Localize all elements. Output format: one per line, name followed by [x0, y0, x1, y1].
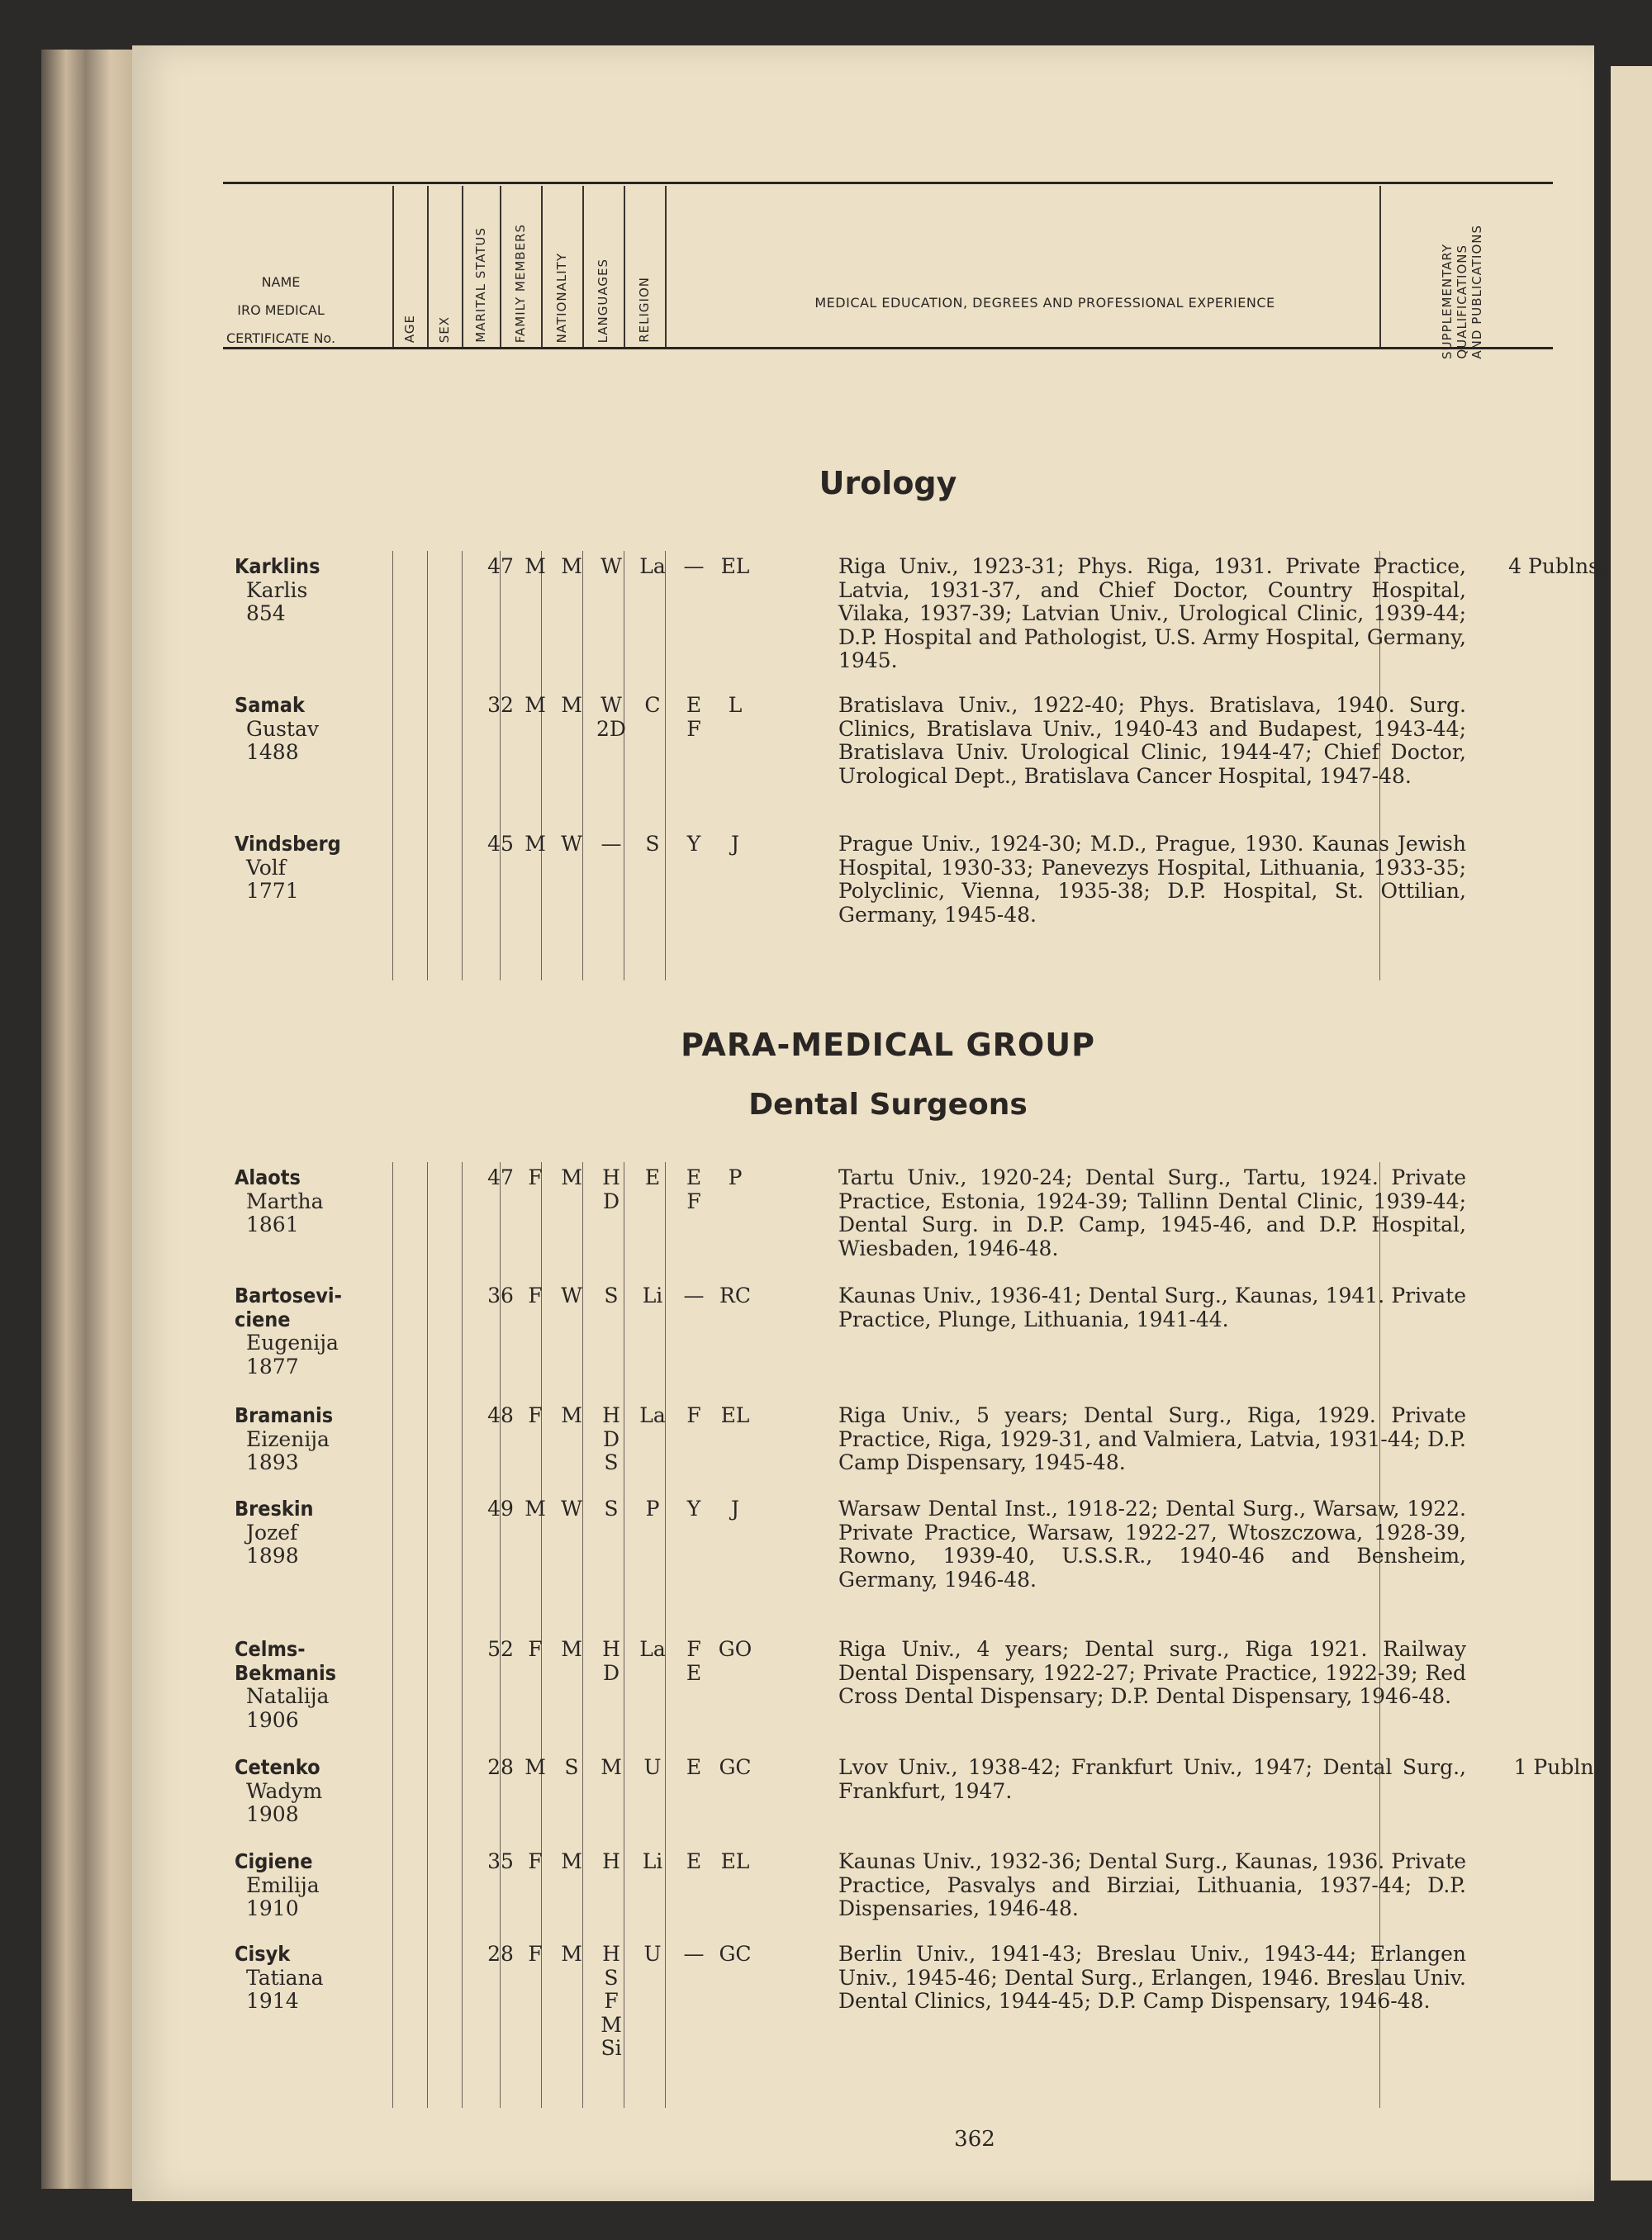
age-cell: 49 — [487, 1497, 514, 1521]
family-members-cell-line: H — [602, 1849, 620, 1873]
sex-cell: F — [528, 1284, 543, 1307]
name-cell — [223, 555, 358, 626]
nationality-cell: P — [645, 1497, 660, 1521]
medical-experience-text: Lvov Univ., 1938-42; Frankfurt Univ., 1947; Dental Surg., Frankfurt, 1947. — [838, 1755, 1466, 1803]
languages-cell-line: E — [686, 1660, 702, 1685]
nationality-cell: La — [639, 1637, 666, 1661]
certificate-number: 1877 — [246, 1354, 299, 1379]
marital-status-cell: M — [561, 1165, 582, 1189]
header-name: NAME IRO MEDICAL CERTIFICATE No. — [225, 274, 336, 346]
sex-cell: F — [528, 1165, 543, 1189]
book-page — [132, 45, 1606, 2201]
marital-status-cell: S — [564, 1755, 579, 1779]
age-cell: 36 — [487, 1284, 514, 1307]
certificate-number: 1906 — [246, 1707, 299, 1732]
name-cell — [223, 1166, 358, 1237]
languages-cell-line: E — [686, 693, 702, 717]
family-members-cell-line: H — [602, 1403, 620, 1427]
languages-cell-line: E — [686, 1755, 702, 1779]
family-members-cell-line: S — [604, 1965, 619, 1990]
section-title-urology: Urology — [819, 465, 957, 501]
religion-cell: GO — [718, 1637, 752, 1661]
languages-cell-line: Y — [686, 832, 701, 856]
given-name: Gustav — [246, 716, 319, 741]
languages-cell-line: — — [683, 1942, 705, 1966]
languages-cell — [673, 833, 714, 857]
age-cell: 52 — [487, 1637, 514, 1661]
name-cell — [223, 694, 358, 765]
surname: Cetenko — [235, 1755, 320, 1779]
medical-experience-text: Tartu Univ., 1920-24; Dental Surg., Tartu, 1924. Private Practice, Estonia, 1924-39; Tallinn Dental Clinic, 1939-44; Dental Surg. in D.P. Camp, 1945-46, and D.P. Hospital, Wiesbaden, 1946-48. — [838, 1165, 1466, 1260]
family-members-cell-line: 2D — [596, 716, 626, 741]
name-cell — [223, 1850, 358, 1921]
languages-cell — [673, 1850, 714, 1874]
family-members-cell — [591, 1404, 632, 1475]
family-members-cell-line: W — [601, 554, 622, 578]
header-family-members: FAMILY MEMBERS — [513, 223, 528, 343]
nationality-cell: C — [644, 693, 661, 717]
given-name: Jozef — [246, 1520, 298, 1545]
languages-cell-line: E — [686, 1849, 702, 1873]
section-title-paramedical: PARA-MEDICAL GROUP — [681, 1027, 1095, 1063]
nationality-cell: Li — [642, 1284, 663, 1307]
medical-experience-text: Bratislava Univ., 1922-40; Phys. Bratislava, 1940. Surg. Clinics, Bratislava Univ., 1940-43 and Budapest, 1943-44; Bratislava Univ. Urological Clinic, 1944-47; Chief Doctor, Urological Dept., Bratislava Cancer Hospital, 1947-48. — [838, 693, 1466, 788]
page-number: 362 — [954, 2127, 995, 2152]
nationality-cell: Li — [642, 1849, 663, 1873]
header-marital-status: MARITAL STATUS — [473, 227, 488, 343]
given-name: Martha — [246, 1189, 324, 1213]
marital-status-cell: M — [561, 1849, 582, 1873]
medical-experience-text: Warsaw Dental Inst., 1918-22; Dental Surg., Warsaw, 1922. Private Practice, Warsaw, 1922-27, Wtoszczowa, 1928-39, Rowno, 1939-40, U.S.S.R., 1940-46 and Bensheim, Germany, 1946-48. — [838, 1497, 1466, 1592]
languages-cell — [673, 1284, 714, 1308]
sex-cell: F — [528, 1403, 543, 1427]
religion-cell: J — [730, 1497, 740, 1521]
family-members-cell-line: H — [602, 1165, 620, 1189]
religion-cell: EL — [720, 554, 750, 578]
medical-experience-text: Riga Univ., 4 years; Dental surg., Riga 1921. Railway Dental Dispensary, 1922-27; Private Practice, 1922-39; Red Cross Dental Dispensary; D.P. Dental Dispensary, 1946-48. — [838, 1637, 1466, 1708]
languages-cell-line: F — [686, 1189, 701, 1213]
marital-status-cell: M — [561, 1637, 582, 1661]
languages-cell-line: — — [683, 554, 705, 578]
family-members-cell-line: M — [601, 1755, 622, 1779]
header-sex: SEX — [437, 316, 452, 343]
family-members-cell-line: S — [604, 1284, 619, 1307]
age-cell: 47 — [487, 554, 514, 578]
nationality-cell: La — [639, 554, 666, 578]
surname: Cigiene — [235, 1849, 313, 1873]
surname: Bramanis — [235, 1403, 334, 1427]
religion-cell: L — [728, 693, 743, 717]
sex-cell: M — [525, 832, 546, 856]
supplementary-text: 4 Publns. — [1508, 554, 1606, 578]
languages-cell-line: F — [686, 1403, 701, 1427]
nationality-cell: E — [644, 1165, 661, 1189]
section-title-dental: Dental Surgeons — [748, 1088, 1028, 1122]
languages-cell-line: E — [686, 1165, 702, 1189]
family-members-cell — [591, 1638, 632, 1685]
age-cell: 28 — [487, 1755, 514, 1779]
given-name: Natalija — [246, 1684, 330, 1708]
facing-page-edge — [1611, 66, 1652, 2181]
family-members-cell — [591, 1166, 632, 1213]
supplementary-text: 1 Publn. — [1513, 1755, 1601, 1779]
family-members-cell — [591, 1497, 632, 1521]
medical-experience-text: Kaunas Univ., 1932-36; Dental Surg., Kaunas, 1936. Private Practice, Pasvalys and Birziai, Lithuania, 1937-44; D.P. Dispensaries, 1946-48. — [838, 1849, 1466, 1920]
languages-cell — [673, 1756, 714, 1780]
header-supplementary: SUPPLEMENTARY QUALIFICATIONS AND PUBLICATIONS — [1440, 225, 1484, 359]
age-cell: 48 — [487, 1403, 514, 1427]
medical-experience-text: Prague Univ., 1924-30; M.D., Prague, 1930. Kaunas Jewish Hospital, 1930-33; Panevezys Hospital, Lithuania, 1933-35; Polyclinic, Vienna, 1935-38; D.P. Hospital, St. Ottilian, Germany, 1945-48. — [838, 832, 1466, 927]
given-name: Karlis — [246, 577, 308, 602]
religion-cell: GC — [719, 1755, 752, 1779]
certificate-number: 1898 — [246, 1544, 299, 1568]
family-members-cell-line: D — [602, 1426, 620, 1451]
marital-status-cell: M — [561, 1403, 582, 1427]
family-members-cell — [591, 833, 632, 857]
given-name: Tatiana — [246, 1965, 324, 1990]
languages-cell — [673, 1166, 714, 1213]
header-religion: RELIGION — [637, 277, 652, 343]
header-age: AGE — [402, 314, 417, 343]
family-members-cell-line: M — [601, 2012, 622, 2037]
family-members-cell-line: D — [602, 1189, 620, 1213]
religion-cell: GC — [719, 1942, 752, 1966]
languages-cell — [673, 1497, 714, 1521]
certificate-number: 1908 — [246, 1802, 299, 1826]
certificate-number: 1861 — [246, 1213, 299, 1236]
header-nationality: NATIONALITY — [554, 252, 569, 343]
family-members-cell — [591, 1850, 632, 1874]
header-languages: LANGUAGES — [596, 258, 610, 343]
family-members-cell-line: W — [601, 693, 622, 717]
surname: Samak — [235, 693, 305, 717]
name-cell — [223, 1497, 358, 1568]
family-members-cell-line: Si — [601, 2036, 622, 2060]
religion-cell: P — [728, 1165, 743, 1189]
family-members-cell — [591, 1756, 632, 1780]
medical-experience-text: Berlin Univ., 1941-43; Breslau Univ., 1943-44; Erlangen Univ., 1945-46; Dental Surg., Erlangen, 1946. Breslau Univ. Dental Clinics, 1944-45; D.P. Camp Dispensary, 1946-48. — [838, 1942, 1466, 2013]
languages-cell-line: F — [686, 1637, 701, 1661]
family-members-cell-line: H — [602, 1942, 620, 1966]
sex-cell: M — [525, 554, 546, 578]
name-cell — [223, 1943, 358, 2014]
surname: Alaots — [235, 1165, 301, 1189]
family-members-cell-line: H — [602, 1637, 620, 1661]
marital-status-cell: M — [561, 554, 582, 578]
surname: Cisyk — [235, 1942, 291, 1966]
languages-cell-line: — — [683, 1284, 705, 1307]
languages-cell — [673, 1943, 714, 1967]
family-members-cell-line: F — [604, 1989, 619, 2013]
surname: Karklins — [235, 554, 320, 578]
medical-experience-text: Riga Univ., 5 years; Dental Surg., Riga, 1929. Private Practice, Riga, 1929-31, and Valmiera, Latvia, 1931-44; D.P. Camp Dispensary, 1945-48. — [838, 1403, 1466, 1474]
book-spine — [41, 50, 140, 2189]
family-members-cell — [591, 694, 632, 741]
marital-status-cell: M — [561, 1942, 582, 1966]
nationality-cell: U — [643, 1755, 662, 1779]
certificate-number: 1910 — [246, 1896, 299, 1920]
nationality-cell: U — [643, 1942, 662, 1966]
religion-cell: RC — [719, 1284, 751, 1307]
marital-status-cell: W — [561, 1284, 582, 1307]
languages-cell — [673, 555, 714, 579]
family-members-cell-line: D — [602, 1660, 620, 1685]
family-members-cell — [591, 1943, 632, 2061]
marital-status-cell: W — [561, 1497, 582, 1521]
given-name: Wadym — [246, 1778, 323, 1803]
given-name: Emilija — [246, 1872, 320, 1897]
nationality-cell: S — [645, 832, 660, 856]
medical-experience-text: Kaunas Univ., 1936-41; Dental Surg., Kaunas, 1941. Private Practice, Plunge, Lithuania, 1941-44. — [838, 1284, 1466, 1331]
surname: Bartosevi-ciene — [235, 1284, 342, 1331]
certificate-number: 1893 — [246, 1450, 299, 1474]
religion-cell: J — [730, 832, 740, 856]
languages-cell-line: Y — [686, 1497, 701, 1521]
sex-cell: M — [525, 1497, 546, 1521]
name-cell — [223, 1756, 358, 1827]
religion-cell: EL — [720, 1849, 750, 1873]
surname: Celms-Bekmanis — [235, 1637, 337, 1685]
certificate-number: 854 — [246, 601, 286, 625]
age-cell: 47 — [487, 1165, 514, 1189]
age-cell: 28 — [487, 1942, 514, 1966]
certificate-number: 1914 — [246, 1989, 299, 2013]
sex-cell: F — [528, 1849, 543, 1873]
age-cell: 45 — [487, 832, 514, 856]
given-name: Eizenija — [246, 1426, 330, 1451]
nationality-cell: La — [639, 1403, 666, 1427]
name-cell — [223, 1638, 358, 1732]
family-members-cell — [591, 555, 632, 579]
languages-cell — [673, 1638, 714, 1685]
medical-experience-text: Riga Univ., 1923-31; Phys. Riga, 1931. Private Practice, Latvia, 1931-37, and Chief Doctor, Country Hospital, Vilaka, 1937-39; Latvian Univ., Urological Clinic, 1939-44; D.P. Hospital and Pathologist, U.S. Army Hospital, Germany, 1945. — [838, 554, 1466, 672]
given-name: Eugenija — [246, 1331, 339, 1355]
surname: Vindsberg — [235, 832, 341, 856]
languages-cell — [673, 1404, 714, 1428]
age-cell: 35 — [487, 1849, 514, 1873]
certificate-number: 1771 — [246, 879, 299, 903]
name-cell — [223, 1284, 358, 1379]
age-cell: 32 — [487, 693, 514, 717]
given-name: Volf — [246, 855, 287, 880]
surname: Breskin — [235, 1497, 314, 1521]
languages-cell-line: F — [686, 716, 701, 741]
name-cell — [223, 833, 358, 904]
religion-cell: EL — [720, 1403, 750, 1427]
family-members-cell — [591, 1284, 632, 1308]
languages-cell — [673, 694, 714, 741]
sex-cell: F — [528, 1637, 543, 1661]
marital-status-cell: W — [561, 832, 582, 856]
certificate-number: 1488 — [246, 740, 299, 764]
family-members-cell-line: S — [604, 1450, 619, 1474]
header-medical: MEDICAL EDUCATION, DEGREES AND PROFESSIONAL EXPERIENCE — [814, 295, 1275, 311]
family-members-cell-line: S — [604, 1497, 619, 1521]
name-cell — [223, 1404, 358, 1475]
sex-cell: M — [525, 1755, 546, 1779]
sex-cell: F — [528, 1942, 543, 1966]
marital-status-cell: M — [561, 693, 582, 717]
sex-cell: M — [525, 693, 546, 717]
family-members-cell-line: — — [601, 832, 622, 856]
